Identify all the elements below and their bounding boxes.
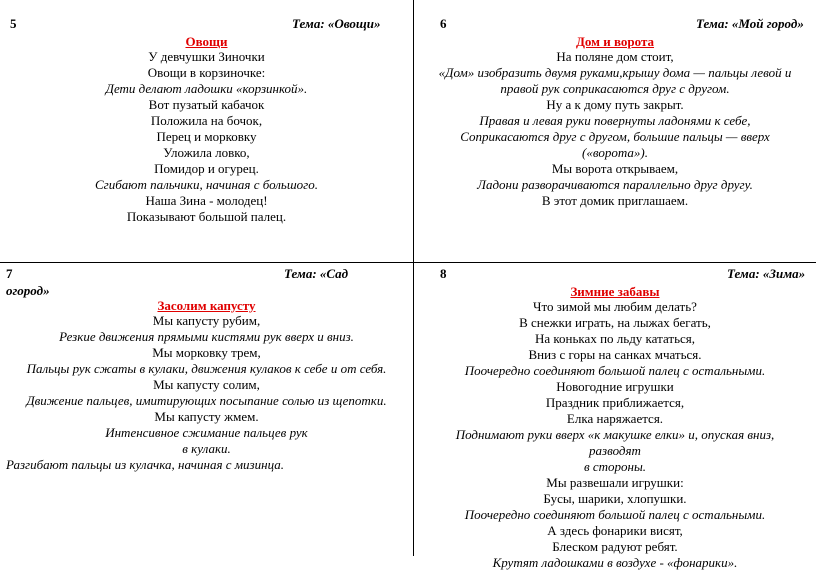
instruction-line: Резкие движения прямыми кистями рук вверх и вниз. xyxy=(59,329,354,344)
card-number: 5 xyxy=(10,16,17,31)
card-theme: Тема: «Зима» xyxy=(727,266,806,281)
card-theme: Тема: «Мой город» xyxy=(696,16,804,31)
card-title: Дом и ворота xyxy=(575,34,655,49)
card-title: Засолим капусту xyxy=(157,298,256,313)
text-line: Мы капусту рубим, xyxy=(152,313,261,328)
card-title: Овощи xyxy=(185,34,228,49)
card-theme: Тема: «Овощи» xyxy=(292,16,381,31)
text-line: Показывают большой палец. xyxy=(126,209,287,224)
text-line: Перец и морковку xyxy=(156,129,257,144)
text-line: В снежки играть, на лыжах бегать, xyxy=(519,315,711,330)
text-line: У девчушки Зиночки xyxy=(148,49,265,64)
text-line: А здесь фонарики висят, xyxy=(547,523,683,538)
card-garden xyxy=(0,263,413,556)
text-line: Что зимой мы любим делать? xyxy=(533,299,697,314)
instruction-line: Интенсивное сжимание пальцев рук xyxy=(105,425,308,440)
text-line: Мы ворота открываем, xyxy=(551,161,679,176)
text-line: В этот домик приглашаем. xyxy=(541,193,689,208)
text-line: Новогодние игрушки xyxy=(556,379,674,394)
card-my-city xyxy=(414,0,816,262)
instruction-line: Поднимают руки вверх «к макушке елки» и, опуская вниз, xyxy=(455,427,775,442)
instruction-line: Крутят ладошками в воздухе - «фонарики». xyxy=(492,555,738,570)
card-theme: Тема: «Сад xyxy=(284,266,349,281)
instruction-line: в стороны. xyxy=(583,459,647,474)
text-line: Вниз с горы на санках мчаться. xyxy=(528,347,702,362)
text-line: На коньках по льду кататься, xyxy=(534,331,695,346)
text-line: Бусы, шарики, хлопушки. xyxy=(543,491,687,506)
instruction-line: Пальцы рук сжаты в кулаки, движения кулаков к себе и от себя. xyxy=(26,361,387,376)
card-number: 6 xyxy=(440,16,447,31)
card-number: 8 xyxy=(440,266,447,281)
text-line: Уложила ловко, xyxy=(163,145,250,160)
instruction-line: Правая и левая руки повернуты ладонями к себе, xyxy=(479,113,751,128)
instruction-line: разводят xyxy=(589,443,641,458)
text-line: Мы развешали игрушки: xyxy=(546,475,684,490)
instruction-line: Ладони разворачиваются параллельно друг другу. xyxy=(477,177,753,192)
instruction-line: Дети делают ладошки «корзинкой». xyxy=(105,81,308,96)
text-line: Мы морковку трем, xyxy=(152,345,261,360)
card-title: Зимние забавы xyxy=(570,284,660,299)
card-number: 7 xyxy=(6,266,13,281)
text-line: На поляне дом стоит, xyxy=(556,49,674,64)
text-line: Помидор и огурец. xyxy=(154,161,259,176)
instruction-line: Движение пальцев, имитирующих посыпание солью из щепотки. xyxy=(26,393,387,408)
instruction-line: Сгибают пальчики, начиная с большого. xyxy=(95,177,318,192)
instruction-line: Поочередно соединяют большой палец с остальными. xyxy=(464,507,766,522)
text-line: Елка наряжается. xyxy=(566,411,664,426)
text-line: Мы капусту жмем. xyxy=(154,409,259,424)
text-line: Блеском радуют ребят. xyxy=(552,539,678,554)
instruction-line: в кулаки. xyxy=(182,441,231,456)
instruction-line: правой рук соприкасаются друг с другом. xyxy=(500,81,730,96)
card-theme-continuation: огород» xyxy=(6,283,50,298)
text-line: Овощи в корзиночке: xyxy=(147,65,266,80)
instruction-line: («ворота»). xyxy=(582,145,648,160)
text-line: Положила на бочок, xyxy=(150,113,263,128)
text-line: Ну а к дому путь закрыт. xyxy=(546,97,684,112)
instruction-line: «Дом» изобразить двумя руками,крышу дома — пальцы левой и xyxy=(438,65,792,80)
instruction-line: Поочередно соединяют большой палец с остальными. xyxy=(464,363,766,378)
text-line: Мы капусту солим, xyxy=(153,377,260,392)
instruction-line: Соприкасаются друг с другом, большие пальцы — вверх xyxy=(460,129,770,144)
text-line: Праздник приближается, xyxy=(545,395,685,410)
card-vegetables xyxy=(0,0,413,262)
instruction-line: Разгибают пальцы из кулачка, начиная с мизинца. xyxy=(6,457,284,472)
text-line: Вот пузатый кабачок xyxy=(148,97,265,112)
text-line: Наша Зина - молодец! xyxy=(145,193,268,208)
card-winter xyxy=(414,263,816,570)
